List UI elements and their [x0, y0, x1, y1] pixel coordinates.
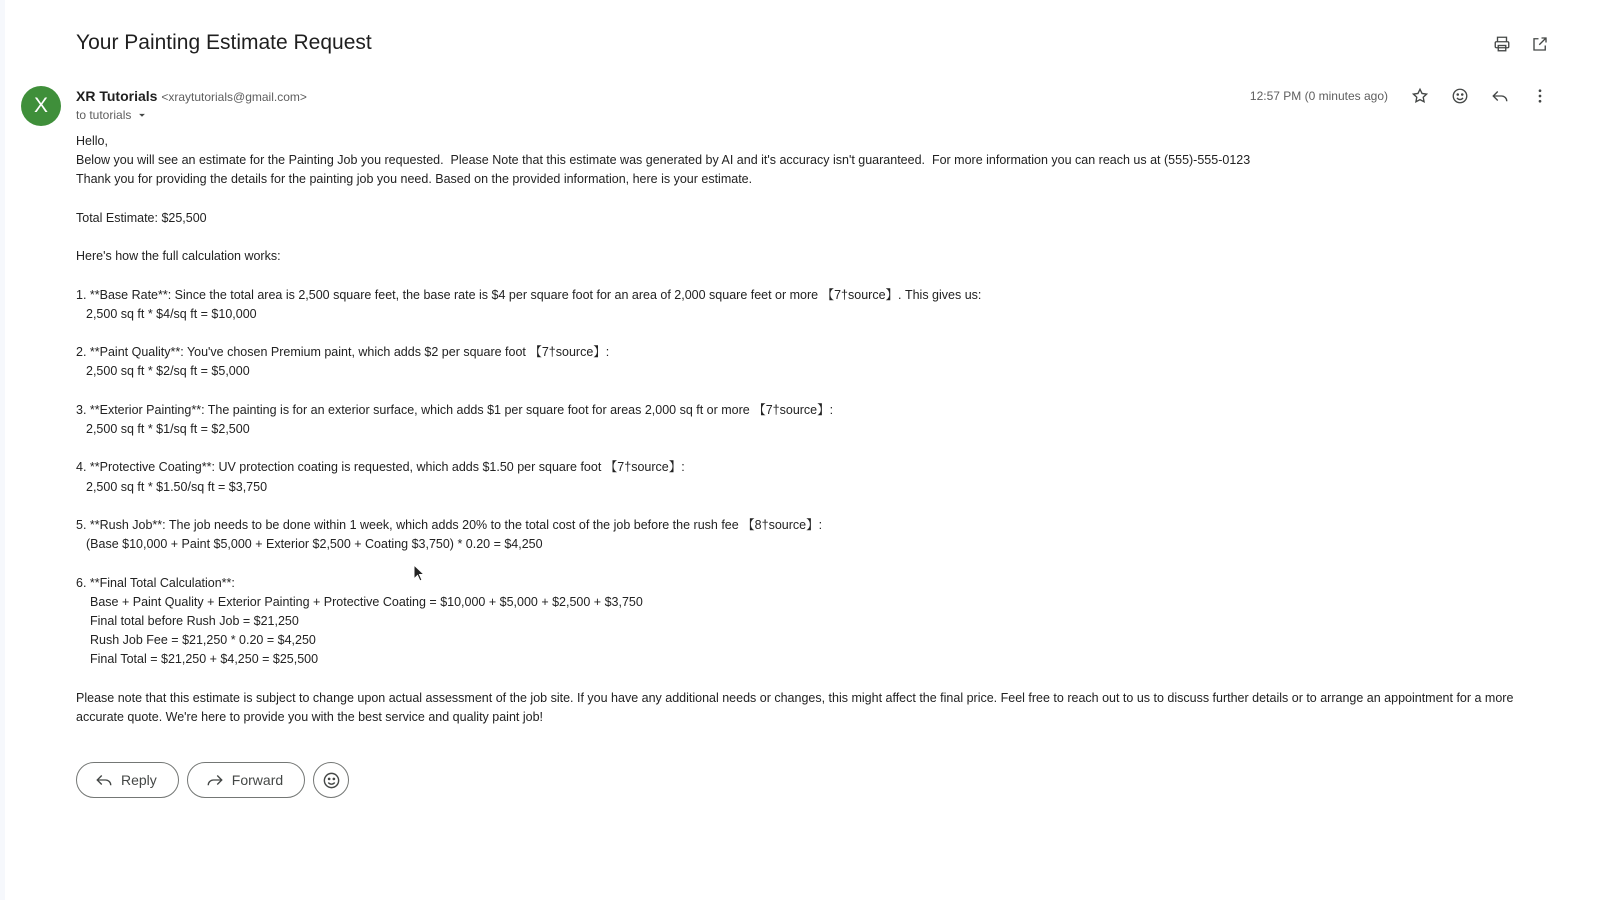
- chevron-down-icon: [135, 108, 149, 122]
- body-intro-2: Thank you for providing the details for the painting job you need. Based on the provided information, here is your estimate.: [76, 172, 753, 187]
- message-meta: [1250, 86, 1550, 106]
- sender-info: [76, 88, 307, 104]
- item-6-title: 6. **Final Total Calculation**:: [76, 575, 235, 590]
- open-in-new-window-button[interactable]: [1530, 34, 1550, 54]
- body-total: Total Estimate: $25,500: [76, 210, 207, 225]
- print-button[interactable]: [1492, 34, 1512, 54]
- reply-label: Reply: [121, 772, 157, 788]
- item-6-line-4: Final Total = $21,250 + $4,250 = $25,500: [90, 652, 319, 667]
- reply-icon: [1491, 87, 1509, 105]
- print-icon: [1493, 35, 1511, 53]
- emoji-reaction-round-button[interactable]: [313, 762, 349, 798]
- item-1-title: 1. **Base Rate**: Since the total area is 2,500 square feet, the base rate is $4 per square foot for an area of 2,000 square feet or more 【7†source】. This gives us:: [76, 287, 982, 302]
- item-4-title: 4. **Protective Coating**: UV protection coating is requested, which adds $1.50 per square foot 【7†source】:: [76, 460, 685, 475]
- recipients-label: to tutorials: [76, 108, 132, 122]
- body-closing: Please note that this estimate is subject to change upon actual assessment of the job site. If you have any additional needs or changes, this might affect the final price. Feel free to reach out to us to discuss further details or to arrange an appointment for a more accurate quote. We're here to provide you with the best service and quality paint job!: [76, 690, 1517, 724]
- more-options-button[interactable]: [1530, 86, 1550, 106]
- reply-icon: [95, 771, 113, 789]
- item-6-line-3: Rush Job Fee = $21,250 * 0.20 = $4,250: [90, 633, 316, 648]
- body-how: Here's how the full calculation works:: [76, 249, 281, 264]
- forward-label: Forward: [231, 772, 284, 788]
- email-body: [76, 132, 1556, 727]
- body-intro-1: Below you will see an estimate for the Painting Job you requested. Please Note that this estimate was generated by AI and it's accuracy isn't guaranteed. For more information you can reach us at (555)-555-0123: [76, 153, 1251, 168]
- sender-avatar[interactable]: [21, 86, 61, 126]
- emoji-icon: [322, 771, 341, 790]
- more-vert-icon: [1531, 87, 1549, 105]
- emoji-icon: [1451, 87, 1469, 105]
- reply-actions: [76, 762, 349, 798]
- avatar-letter: X: [33, 94, 48, 117]
- mouse-cursor-icon: [413, 564, 425, 582]
- item-5-calc: (Base $10,000 + Paint $5,000 + Exterior $2,500 + Coating $3,750) * 0.20 = $4,250: [86, 537, 543, 552]
- item-6-line-1: Base + Paint Quality + Exterior Painting + Protective Coating = $10,000 + $5,000 + $2,500 + $3,750: [90, 594, 643, 609]
- sender-email: <xraytutorials@gmail.com>: [161, 90, 307, 104]
- item-4-calc: 2,500 sq ft * $1.50/sq ft = $3,750: [86, 479, 268, 494]
- item-2-title: 2. **Paint Quality**: You've chosen Premium paint, which adds $2 per square foot 【7†source】:: [76, 345, 610, 360]
- star-icon: [1411, 87, 1429, 105]
- top-actions: [1492, 34, 1550, 54]
- reply-button[interactable]: [76, 762, 179, 798]
- emoji-reaction-button[interactable]: [1450, 86, 1470, 106]
- item-1-calc: 2,500 sq ft * $4/sq ft = $10,000: [86, 306, 257, 321]
- item-6-line-2: Final total before Rush Job = $21,250: [90, 613, 299, 628]
- item-3-title: 3. **Exterior Painting**: The painting is for an exterior surface, which adds $1 per square foot for areas 2,000 sq ft or more 【7†source】:: [76, 402, 834, 417]
- timestamp: 12:57 PM (0 minutes ago): [1249, 89, 1388, 103]
- item-3-calc: 2,500 sq ft * $1/sq ft = $2,500: [86, 421, 250, 436]
- item-5-title: 5. **Rush Job**: The job needs to be done within 1 week, which adds 20% to the total cost of the job before the rush fee 【8†source】:: [76, 517, 823, 532]
- item-2-calc: 2,500 sq ft * $2/sq ft = $5,000: [86, 364, 250, 379]
- forward-button[interactable]: [187, 762, 305, 798]
- email-subject: Your Painting Estimate Request: [76, 31, 372, 54]
- forward-icon: [206, 771, 224, 789]
- reply-icon-button[interactable]: [1490, 86, 1510, 106]
- recipients-toggle[interactable]: [76, 108, 149, 122]
- open-in-new-icon: [1531, 35, 1549, 53]
- star-button[interactable]: [1410, 86, 1430, 106]
- body-greeting: Hello,: [76, 134, 108, 148]
- sender-name[interactable]: XR Tutorials: [76, 88, 158, 104]
